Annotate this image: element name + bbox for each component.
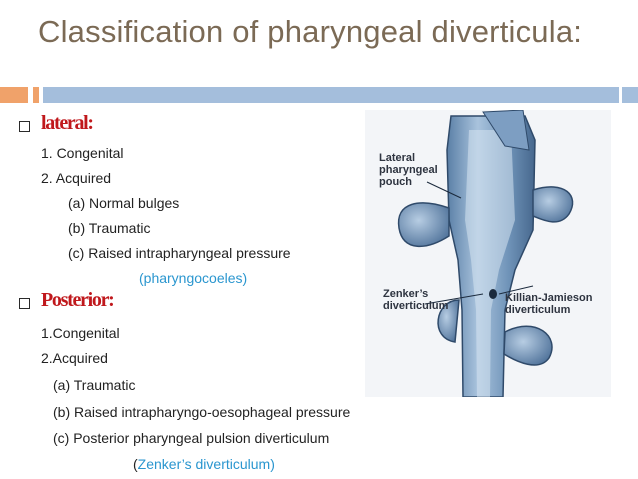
posterior-note-paren: (: [133, 456, 138, 472]
right-upper-pouch-shape: [533, 187, 573, 222]
bullet-lateral: [19, 121, 30, 132]
bullet-posterior: [19, 298, 30, 309]
figure-label-zenker-line2: diverticulum: [383, 300, 449, 312]
lateral-item-traumatic: (b) Traumatic: [68, 220, 151, 236]
posterior-note-zenker-text: Zenker’s diverticulum): [137, 456, 275, 472]
lateral-item-congenital: 1. Congenital: [41, 145, 124, 161]
posterior-item-congenital: 1.Congenital: [41, 325, 120, 341]
figure-label-killian-line1: Killian-Jamieson: [505, 292, 593, 304]
lateral-item-raised-pressure: (c) Raised intrapharyngeal pressure: [68, 245, 291, 261]
figure-label-zenker-line1: Zenker’s: [383, 288, 429, 300]
figure-label-lateral-pouch-line2: pharyngeal: [379, 164, 438, 176]
diverticulum-opening-shape: [489, 289, 497, 299]
divider-orange-square: [0, 87, 28, 103]
posterior-item-traumatic: (a) Traumatic: [53, 377, 136, 393]
figure-label-zenker: [383, 288, 448, 312]
killian-jamieson-diverticulum-shape: [504, 326, 552, 365]
lateral-item-acquired: 2. Acquired: [41, 170, 112, 186]
posterior-item-pulsion-diverticulum: (c) Posterior pharyngeal pulsion diverticulum: [53, 430, 330, 446]
lateral-pouch-shape: [399, 203, 449, 246]
divider-blue-strip: [43, 87, 619, 103]
posterior-note-zenker: [133, 456, 275, 472]
lateral-heading: lateral:: [41, 112, 93, 134]
divider-orange-strip: [33, 87, 39, 103]
lateral-note-pharyngocoeles: (pharyngocoeles): [139, 270, 248, 286]
figure-label-lateral-pouch-line3: pouch: [379, 176, 412, 188]
posterior-heading: Posterior:: [41, 289, 114, 311]
lateral-item-normal-bulges: (a) Normal bulges: [68, 195, 180, 211]
figure-label-killian-jamieson: [505, 292, 592, 316]
divider-blue-end: [622, 87, 638, 103]
posterior-item-acquired: 2.Acquired: [41, 350, 108, 366]
figure-label-killian-line2: diverticulum: [505, 304, 571, 316]
figure-label-lateral-pouch-line1: Lateral: [379, 152, 416, 164]
slide-title: Classification of pharyngeal diverticula:: [38, 14, 583, 49]
posterior-item-raised-pressure: (b) Raised intrapharyngo-oesophageal pressure: [53, 404, 351, 420]
figure-label-lateral-pouch: [379, 152, 438, 188]
pharynx-diagram: [365, 110, 611, 397]
